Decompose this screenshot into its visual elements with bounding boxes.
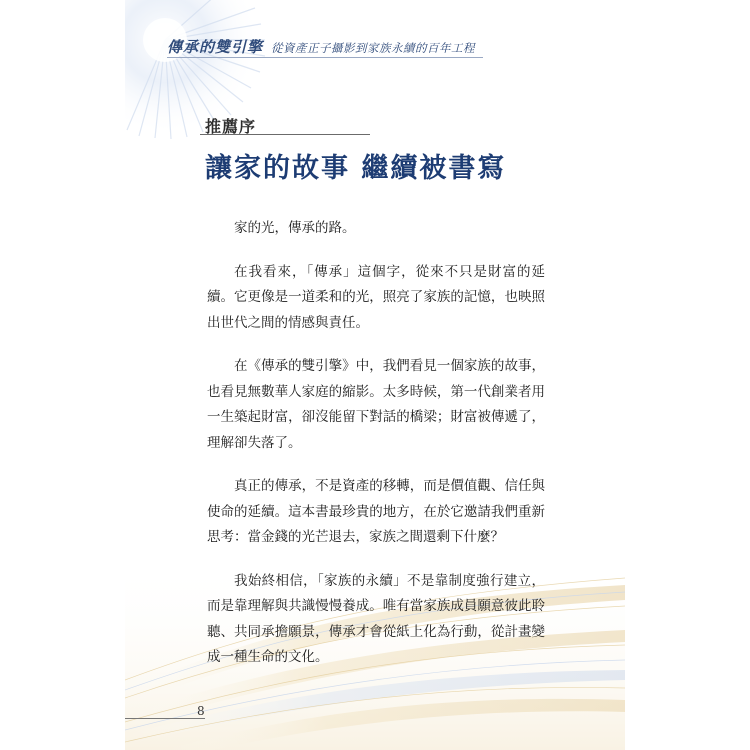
paragraph: 在《傳承的雙引擎》中，我們看見一個家族的故事，也看見無數華人家庭的縮影。太多時候，第一代創業者用一生築起財富，卻沒能留下對話的橋梁；財富被傳遞了，理解卻失落了。 — [207, 358, 545, 451]
paragraph: 家的光，傳承的路。 — [234, 220, 356, 236]
book-page — [125, 0, 625, 750]
section-label: 推薦序 — [205, 117, 257, 136]
book-title: 傳承的雙引擎 — [167, 38, 264, 56]
paragraph: 我始終相信，「家族的永續」不是靠制度強行建立，而是靠理解與共識慢慢養成。唯有當家族成員願意彼此聆聽、共同承擔願景，傳承才會從紙上化為行動，從計畫變成一種生命的文化。 — [207, 572, 545, 665]
book-subtitle: 從資產正子攝影到家族永續的百年工程 — [271, 41, 476, 55]
running-header — [167, 36, 475, 56]
body-text — [207, 216, 545, 689]
paragraph: 真正的傳承，不是資產的移轉，而是價值觀、信任與使命的延續。這本書最珍貴的地方，在於它邀請我們重新思考：當金錢的光芒退去，家族之間還剩下什麼？ — [207, 478, 545, 545]
section-rule — [200, 134, 370, 135]
page-number: 8 — [197, 704, 205, 718]
header-rule — [167, 57, 483, 58]
paragraph: 在我看來，「傳承」這個字，從來不只是財富的延續。它更像是一道柔和的光，照亮了家族的記憶，也映照出世代之間的情感與責任。 — [207, 263, 545, 331]
footer-rule — [125, 718, 205, 719]
chapter-title: 讓家的故事 繼續被書寫 — [205, 153, 507, 184]
